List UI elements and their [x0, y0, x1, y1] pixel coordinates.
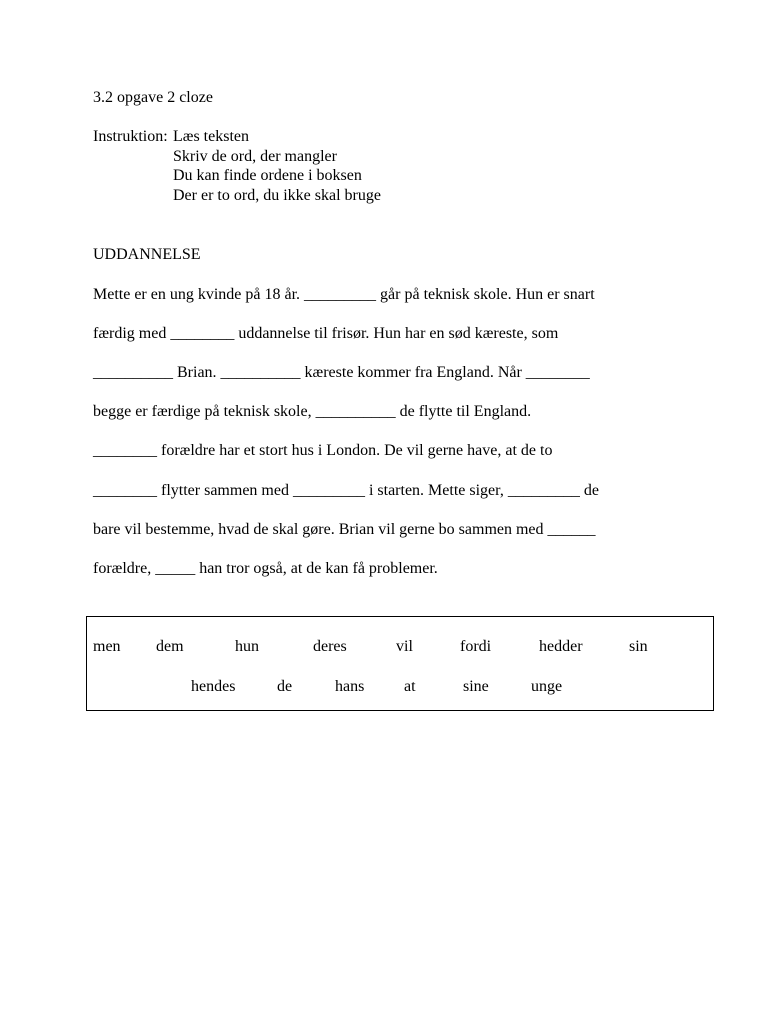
- word-bank-item: hedder: [539, 638, 583, 655]
- instruction-line-2: Skriv de ord, der mangler: [173, 148, 337, 165]
- word-bank-item: at: [404, 678, 416, 695]
- cloze-line-2: færdig med ________ uddannelse til frisør. Hun har en sød kæreste, som: [93, 325, 559, 342]
- word-bank-item: vil: [396, 638, 413, 655]
- instruction-label: Instruktion:: [93, 128, 168, 145]
- cloze-line-7: bare vil bestemme, hvad de skal gøre. Brian vil gerne bo sammen med ______: [93, 521, 596, 538]
- word-bank-item: men: [93, 638, 121, 655]
- cloze-line-3: __________ Brian. __________ kæreste kommer fra England. Når ________: [93, 364, 590, 381]
- cloze-line-4: begge er færdige på teknisk skole, __________ de flytte til England.: [93, 403, 532, 420]
- word-bank-item: sin: [629, 638, 648, 655]
- word-bank-box: [86, 616, 714, 711]
- cloze-line-1: Mette er en ung kvinde på 18 år. _________ går på teknisk skole. Hun er snart: [93, 286, 595, 303]
- word-bank-item: dem: [156, 638, 184, 655]
- word-bank-item: de: [277, 678, 293, 695]
- word-bank-item: unge: [531, 678, 563, 695]
- word-bank-item: deres: [313, 638, 347, 655]
- cloze-line-8: forældre, _____ han tror også, at de kan få problemer.: [93, 560, 438, 577]
- word-bank-item: sine: [463, 678, 489, 695]
- cloze-line-6: ________ flytter sammen med _________ i starten. Mette siger, _________ de: [93, 482, 599, 499]
- cloze-line-5: ________ forældre har et stort hus i London. De vil gerne have, at de to: [93, 442, 553, 459]
- exercise-heading: 3.2 opgave 2 cloze: [93, 89, 213, 106]
- word-bank-item: hans: [335, 678, 365, 695]
- section-title: UDDANNELSE: [93, 246, 201, 263]
- word-bank-item: fordi: [460, 638, 492, 655]
- instruction-line-3: Du kan finde ordene i boksen: [173, 167, 362, 184]
- word-bank-item: hun: [235, 638, 259, 655]
- instruction-line-1: Læs teksten: [173, 128, 249, 145]
- word-bank-item: hendes: [191, 678, 236, 695]
- instruction-line-4: Der er to ord, du ikke skal bruge: [173, 187, 381, 204]
